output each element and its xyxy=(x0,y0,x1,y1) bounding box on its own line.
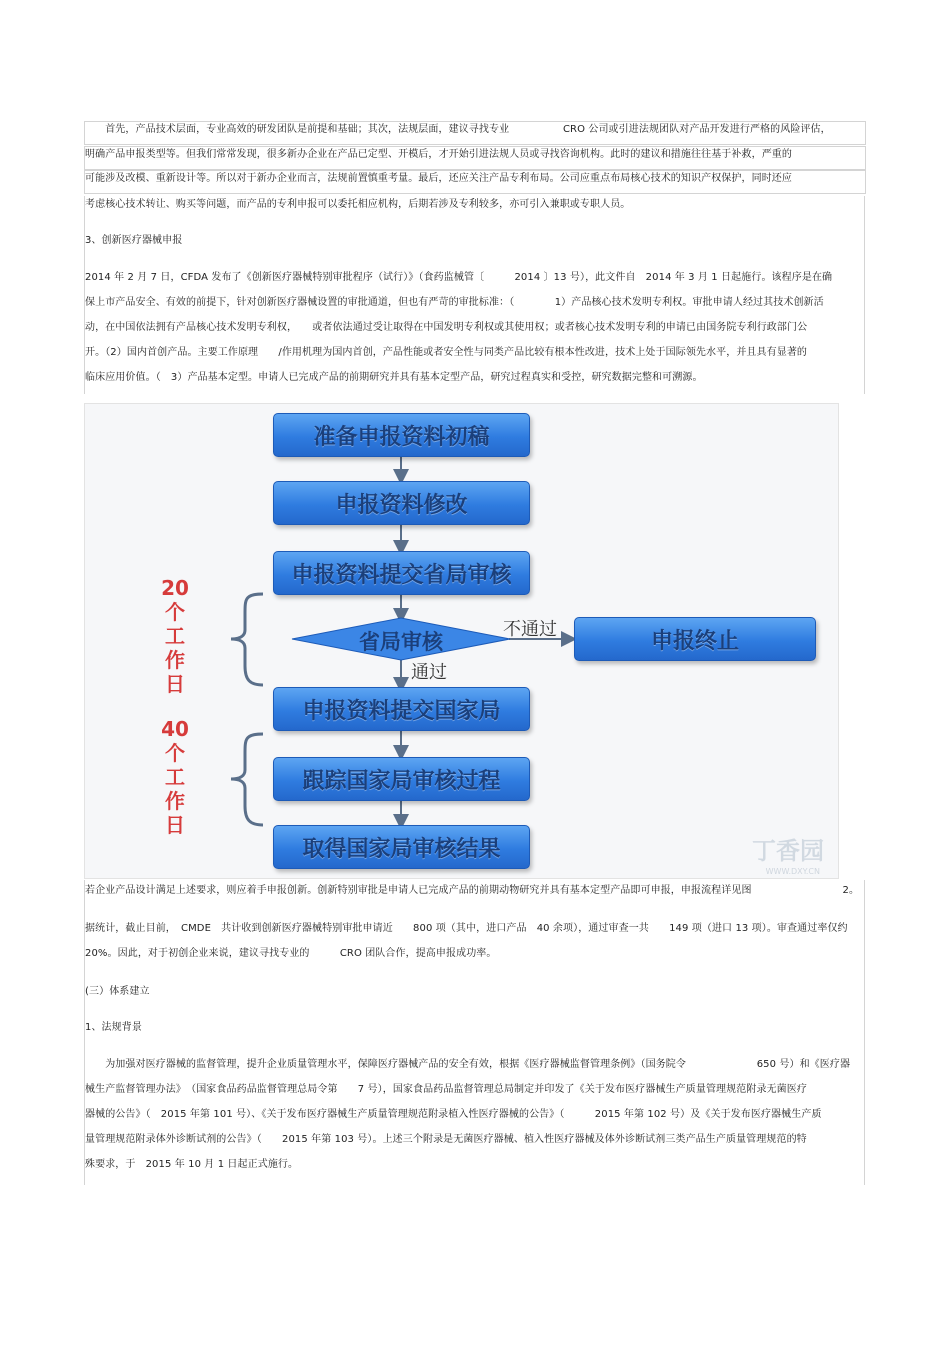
brace-phase2 xyxy=(231,734,263,825)
watermark-logo: 丁香园 xyxy=(752,837,824,865)
paragraph-line: 量管理规范附录体外诊断试剂的公告》（ 2015 年第 103 号）。上述三个附录是无菌医疗器械、植入性医疗器械及体外诊断试剂三类产品生产质量管理规范的特 xyxy=(85,1134,807,1145)
section-heading: (三）体系建立 xyxy=(85,986,150,997)
frame-border xyxy=(864,880,865,1185)
paragraph-line: 据统计，截止目前， CMDE 共计收到创新医疗器械特别审批申请近 800 项（其中，进口产品 40 余项），通过审查一共 149 项（进口 13 项）。审查通过率仅约 xyxy=(85,923,848,934)
phase2-duration: 40 个 工 作 日 xyxy=(161,717,189,837)
frame-border xyxy=(864,196,865,394)
step-box: 申报资料提交省局审核 xyxy=(273,551,530,595)
approval-flowchart xyxy=(84,403,839,879)
paragraph-line: 明确产品申报类型等。但我们常常发现，很多新办企业在产品已定型、开模后，才开始引进法规人员或寻找咨询机构。此时的建议和措施往往基于补救，严重的 xyxy=(85,149,792,160)
paragraph-line: 动，在中国依法拥有产品核心技术发明专利权， 或者依法通过受让取得在中国发明专利权或其使用权；或者核心技术发明专利的申请已由国务院专利行政部门公 xyxy=(85,322,808,333)
brace-phase1 xyxy=(231,594,263,685)
step-box: 取得国家局审核结果 xyxy=(273,825,530,869)
paragraph-line: 考虑核心技术转让、购买等问题，而产品的专利申报可以委托相应机构，后期若涉及专利较多，亦可引入兼职或专职人员。 xyxy=(85,199,631,210)
paragraph-line: 可能涉及改模、重新设计等。所以对于新办企业而言，法规前置慎重考量。最后，还应关注产品专利布局。公司应重点布局核心技术的知识产权保护，同时还应 xyxy=(85,173,792,184)
section-heading: 3、创新医疗器械申报 xyxy=(85,235,183,246)
paragraph-line: 开。（2）国内首创产品。主要工作原理 /作用机理为国内首创，产品性能或者安全性与同类产品比较有根本性改进，技术上处于国际领先水平，并且具有显著的 xyxy=(85,347,808,358)
frame-border xyxy=(84,196,85,394)
paragraph-line: 首先，产品技术层面，专业高效的研发团队是前提和基础；其次，法规层面，建议寻找专业 CRO 公司或引进法规团队对产品开发进行严格的风险评估， xyxy=(85,124,831,135)
phase1-duration: 20 个 工 作 日 xyxy=(161,576,189,696)
paragraph-line: 2014 年 2 月 7 日，CFDA 发布了《创新医疗器械特别审批程序（试行）》（食药监械管〔 2014 〕13 号），此文件自 2014 年 3 月 1 日起施行。该程序是在确 xyxy=(85,272,833,283)
section-heading: 1、法规背景 xyxy=(85,1022,142,1033)
paragraph-line: 若企业产品设计满足上述要求，则应着手申报创新。创新特别审批是申请人已完成产品的前期动物研究并具有基本定型产品即可申报，申报流程详见图 2。 xyxy=(85,885,860,896)
paragraph-line: 临床应用价值。（ 3）产品基本定型。申请人已完成产品的前期研究并具有基本定型产品，研究过程真实和受控，研究数据完整和可溯源。 xyxy=(85,372,703,383)
step-box: 申报资料提交国家局 xyxy=(273,687,530,731)
step-box: 跟踪国家局审核过程 xyxy=(273,757,530,801)
paragraph-line: 器械的公告》（ 2015 年第 101 号）、《关于发布医疗器械生产质量管理规范附录植入性医疗器械的公告》（ 2015 年第 102 号）及《关于发布医疗器械生产质 xyxy=(85,1109,822,1120)
watermark-url: WWW.DXY.CN xyxy=(765,867,820,876)
paragraph-line: 20%。因此，对于初创企业来说，建议寻找专业的 CRO 团队合作，提高申报成功率。 xyxy=(85,948,497,959)
decision-label: 省局审核 xyxy=(359,630,443,654)
pass-label: 通过 xyxy=(411,662,447,683)
paragraph-line: 械生产监督管理办法》 （国家食品药品监督管理总局令第 7 号），国家食品药品监督管理总局制定并印发了《关于发布医疗器械生产质量管理规范附录无菌医疗 xyxy=(85,1084,807,1095)
paragraph-line: 殊要求，于 2015 年 10 月 1 日起正式施行。 xyxy=(85,1159,299,1170)
step-box: 申报资料修改 xyxy=(273,481,530,525)
reject-label: 不通过 xyxy=(503,619,557,640)
end-box: 申报终止 xyxy=(574,617,816,661)
paragraph-line: 为加强对医疗器械的监督管理，提升企业质量管理水平，保障医疗器械产品的安全有效，根据《医疗器械监督管理条例》（国务院令 650 号）和《医疗器 xyxy=(85,1059,851,1070)
step-box: 准备申报资料初稿 xyxy=(273,413,530,457)
paragraph-line: 保上市产品安全、有效的前提下，针对创新医疗器械设置的审批通道，但也有严苛的审批标准：（ 1）产品核心技术发明专利权。审批申请人经过其技术创新活 xyxy=(85,297,824,308)
